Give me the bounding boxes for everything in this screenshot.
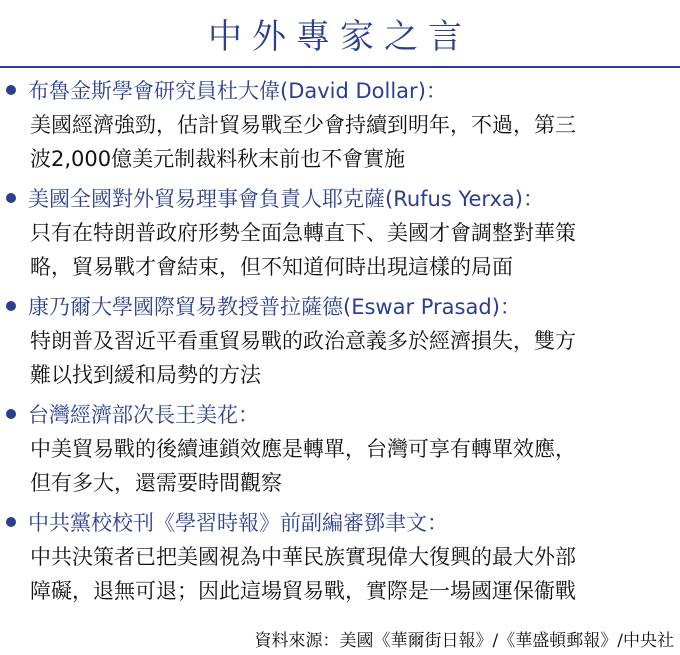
quote-entry [0,288,680,392]
quote-entry [0,504,680,608]
speaker-line [0,72,680,108]
quote-line: 美國經濟強勁，估計貿易戰至少會持續到明年，不過，第三 [30,113,576,137]
panel-title: 中外專家之言 [208,16,472,57]
source-credit: 資料來源：美國《華爾街日報》/《華盛頓郵報》/中央社 [254,631,674,651]
quote-line: 略，貿易戰才會結束，但不知道何時出現這樣的局面 [30,255,513,279]
speaker-line [0,504,680,540]
speaker-name: 台灣經濟部次長王美花： [28,403,259,427]
quote-line: 只有在特朗普政府形勢全面急轉直下、美國才會調整對華策 [30,221,576,245]
speaker-name: 康乃爾大學國際貿易教授普拉薩德(Eswar Prasad)： [28,295,521,319]
quote-text [0,216,680,284]
quote-line: 難以找到緩和局勢的方法 [30,363,261,387]
title-bar [0,0,680,68]
quote-text [0,324,680,392]
quote-line: 中共決策者已把美國視為中華民族實現偉大復興的最大外部 [30,545,576,569]
quote-line: 但有多大，還需要時間觀察 [30,471,282,495]
quote-text [0,540,680,608]
bullet-icon [6,517,16,527]
quote-text [0,108,680,176]
speaker-name: 布魯金斯學會研究員杜大偉(David Dollar)： [28,79,447,103]
quote-text [0,432,680,500]
bullet-icon [6,193,16,203]
quote-line: 中美貿易戰的後續連鎖效應是轉單，台灣可享有轉單效應， [30,437,576,461]
quote-entry [0,396,680,500]
speaker-line [0,288,680,324]
speaker-name: 中共黨校校刊《學習時報》前副編審鄧聿文： [28,511,448,535]
speaker-line [0,180,680,216]
speaker-line [0,396,680,432]
quote-entry [0,180,680,284]
quote-list [0,68,680,608]
quote-line: 特朗普及習近平看重貿易戰的政治意義多於經濟損失，雙方 [30,329,576,353]
quote-entry [0,72,680,176]
bullet-icon [6,409,16,419]
bullet-icon [6,85,16,95]
speaker-name: 美國全國對外貿易理事會負責人耶克薩(Rufus Yerxa)： [28,187,544,211]
quote-line: 波2,000億美元制裁料秋末前也不會實施 [30,147,406,171]
bullet-icon [6,301,16,311]
quote-line: 障礙，退無可退；因此這場貿易戰，實際是一場國運保衞戰 [30,579,576,603]
